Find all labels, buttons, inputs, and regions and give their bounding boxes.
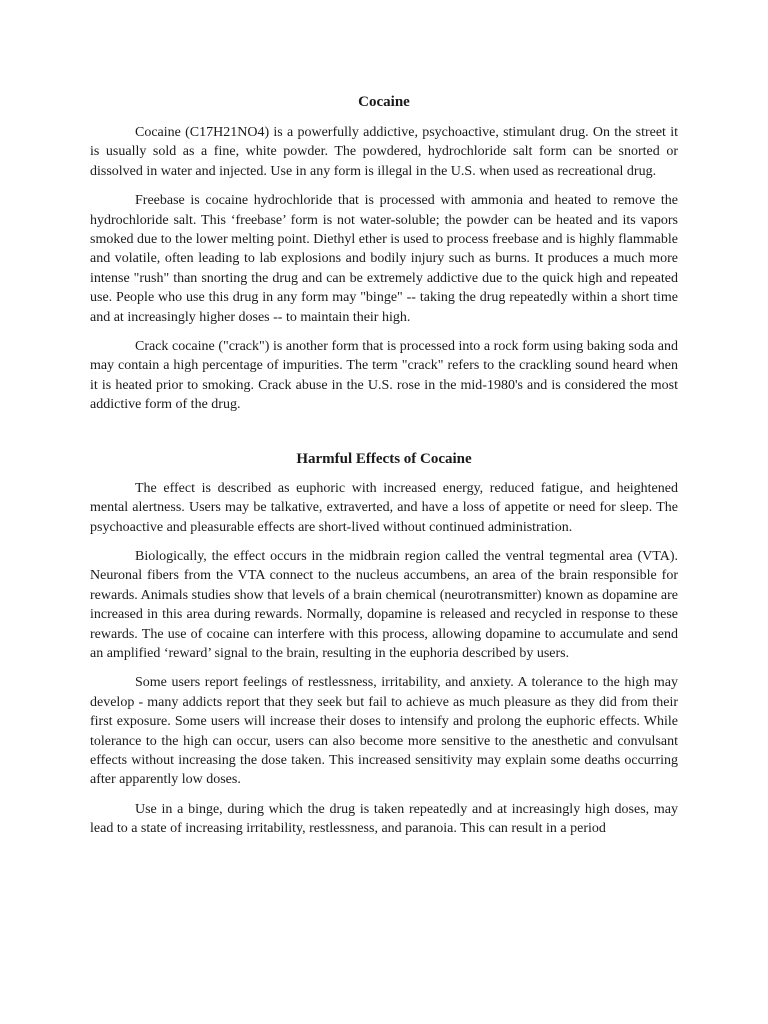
- paragraph: Use in a binge, during which the drug is taken repeatedly and at increasingly high doses, may lead to a state of increasing irritability, restlessness, and paranoia. This can result in a period: [90, 801, 678, 837]
- paragraph: Cocaine (C17H21NO4) is a powerfully addictive, psychoactive, stimulant drug. On the street it is usually sold as a fine, white powder. The powdered, hydrochloride salt form can be snorted or dissolved in water and injected. Use in any form is illegal in the U.S. when used as recreational drug.: [90, 125, 678, 179]
- paragraph: Biologically, the effect occurs in the midbrain region called the ventral tegmental area (VTA). Neuronal fibers from the VTA connect to the nucleus accumbens, an area of the brain responsible for rewards. Animals studies show that levels of a brain chemical (neurotransmitter) known as dopamine are increased in this area during rewards. Normally, dopamine is released and recycled in response to these rewards. The use of cocaine can interfere with this process, allowing dopamine to accumulate and send an amplified ‘reward’ signal to the brain, resulting in the euphoria described by users.: [90, 548, 678, 661]
- section-heading-harmful-effects: Harmful Effects of Cocaine: [296, 450, 472, 467]
- section-heading-cocaine: Cocaine: [358, 94, 410, 110]
- paragraph: Some users report feelings of restlessness, irritability, and anxiety. A tolerance to the high may develop - many addicts report that they seek but fail to achieve as much pleasure as they did from their first exposure. Some users will increase their doses to intensify and prolong the euphoric effects. While tolerance to the high can occur, users can also become more sensitive to the anesthetic and convulsant effects without increasing the dose taken. This increased sensitivity may explain some deaths occurring after apparently low doses.: [90, 675, 678, 788]
- paragraph: Freebase is cocaine hydrochloride that is processed with ammonia and heated to remove the hydrochloride salt. This ‘freebase’ form is not water-soluble; the powder can be heated and its vapors smoked due to the lower melting point. Diethyl ether is used to process freebase and is highly flammable and volatile, often leading to lab explosions and bodily injury such as burns. It produces a much more intense "rush" than snorting the drug and can be extremely addictive due to the quick high and repeated use. People who use this drug in any form may "binge" -- taking the drug repeatedly within a short time and at increasingly higher doses -- to maintain their high.: [90, 193, 678, 325]
- document-content: [90, 92, 678, 849]
- paragraph: Crack cocaine ("crack") is another form that is processed into a rock form using baking soda and may contain a high percentage of impurities. The term "crack" refers to the crackling sound heard when it is heated prior to smoking. Crack abuse in the U.S. rose in the mid-1980's and is considered the most addictive form of the drug.: [90, 339, 678, 413]
- paragraph: The effect is described as euphoric with increased energy, reduced fatigue, and heightened mental alertness. Users may be talkative, extraverted, and have a loss of appetite or need for sleep. The psychoactive and pleasurable effects are short-lived without continued administration.: [90, 480, 678, 535]
